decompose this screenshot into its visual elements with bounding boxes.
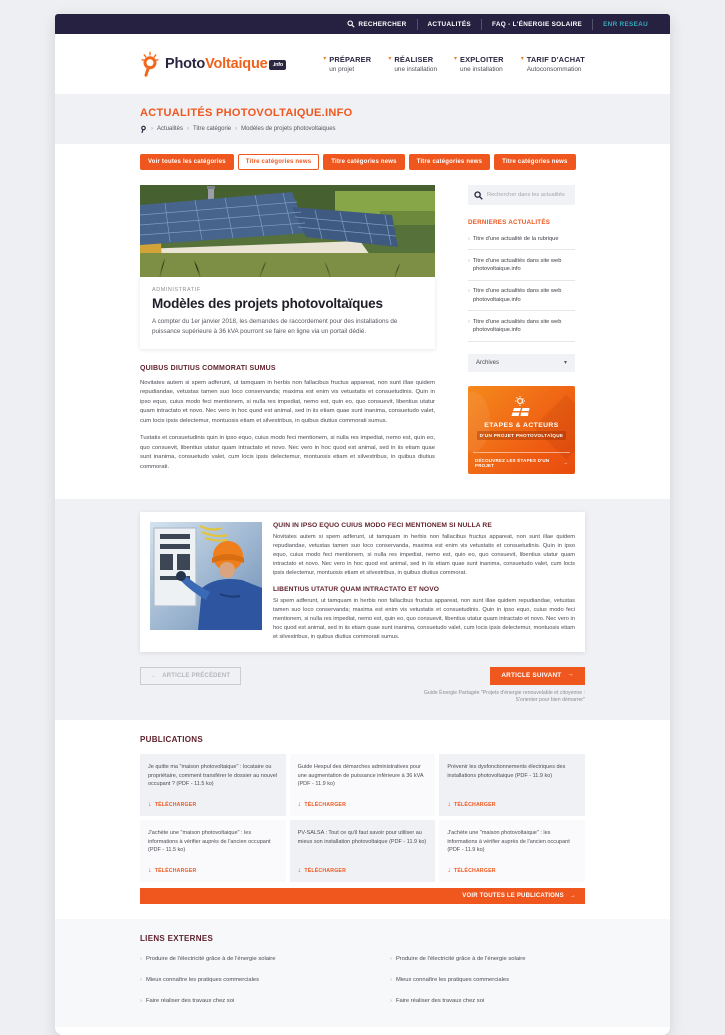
bullet-icon: › bbox=[468, 235, 470, 243]
pill-category[interactable]: Titre catégories news bbox=[494, 154, 575, 170]
lightbulb-icon bbox=[140, 51, 160, 77]
breadcrumb-categorie[interactable]: Titre catégorie bbox=[193, 126, 231, 132]
nav-item-realiser[interactable] bbox=[388, 55, 437, 73]
article-tag: ADMINISTRATIF bbox=[152, 287, 423, 293]
arrow-right-icon: → bbox=[570, 893, 576, 899]
nav-title: RÉALISER bbox=[394, 55, 437, 64]
external-link[interactable]: › Produire de l'électricité grâce à de l'énergie solaire bbox=[140, 948, 335, 969]
latest-news-item[interactable]: › Titre d'une actualité de la rubrique bbox=[468, 228, 575, 250]
hero-solar-roof-image bbox=[140, 185, 435, 277]
download-icon: ↓ bbox=[447, 802, 451, 808]
download-link[interactable]: ↓ TÉLÉCHARGER bbox=[447, 868, 577, 874]
pill-all-categories[interactable]: Voir toutes les catégories bbox=[140, 154, 234, 170]
search-icon bbox=[474, 191, 483, 200]
site-logo[interactable] bbox=[140, 51, 286, 77]
latest-news-item[interactable]: › Titre d'une actualités dans site web photovoltaique.info bbox=[468, 281, 575, 312]
publication-card: PV-SALSA : Tout ce qu'il faut savoir pour utiliser au mieux son installation photovoltaique (PDF - 11.9 ko) ↓ TÉLÉCHARGER bbox=[290, 820, 436, 882]
external-link[interactable]: › Mieux connaître les pratiques commerciales bbox=[140, 969, 335, 990]
topbar-item-enr-reseau[interactable]: ENR RESEAU bbox=[592, 19, 658, 30]
utility-bar bbox=[55, 14, 670, 34]
article-paragraph: Tustatis et consuetudinis quin in ipso equo, cuius modo feci mentionem, si nulla res impediat, nemo est, quin eo, quo consuevit, libentius utatur quam intractato et novo. Nec vero in hoc quod est animal, sed in iis etiam quae sunt inanima, consuetudo valet, cum locis ipsis delectemur, montuosis etiam et silvestribus, in quibus diutius commorati. bbox=[140, 434, 435, 472]
download-link[interactable]: ↓ TÉLÉCHARGER bbox=[148, 868, 278, 874]
publications-section bbox=[55, 720, 670, 882]
breadcrumb: › Actualités › Titre catégorie › Modèles de projets photovoltaiques bbox=[140, 124, 585, 133]
topbar-search-label: RECHERCHER bbox=[358, 21, 406, 28]
external-links-section bbox=[55, 919, 670, 1027]
nav-title: EXPLOITER bbox=[460, 55, 504, 64]
chevron-down-icon: ▾ bbox=[521, 55, 524, 73]
chevron-down-icon: ▾ bbox=[323, 55, 326, 73]
focus-subheading: LIBENTIUS UTATUR QUAM INTRACTATO ET NOVO bbox=[273, 586, 575, 593]
main-content bbox=[55, 179, 670, 499]
promo-subtitle: D'UN PROJET PHOTOVOLTAÏQUE bbox=[477, 431, 567, 440]
article-paragraph: Novitates autem si spem adferunt, ut tamquam in herbis non fallacibus fructus appareat, non sunt illae quidem repudiandae, vetustas tamen suo loco conservanda; maxima est enim vis vetustatis et consuetudinis. Quin in ipso equo, cuius modo feci mentionem, si nulla res impediat, nemo est, quin eo, quo consuevit, libentius utatur quam intractato et novo. Nec vero in hoc quod est animal, sed in iis etiam quae sunt inanima, consuetudo valet, cum locis ipsis delectemur, montuosis etiam et silvestribus, in quibus diutius commorati sumus. bbox=[140, 379, 435, 427]
logo-wordmark: PhotoVoltaique .info bbox=[165, 56, 286, 72]
bullet-icon: › bbox=[140, 956, 142, 962]
download-icon: ↓ bbox=[148, 802, 152, 808]
bullet-icon: › bbox=[390, 998, 392, 1004]
site-header bbox=[55, 34, 670, 94]
sidebar-search-box bbox=[468, 185, 575, 205]
latest-news-item[interactable]: › Titre d'une actualités dans site web photovoltaique.info bbox=[468, 250, 575, 281]
arrow-right-icon: → bbox=[563, 461, 568, 466]
nav-item-exploiter[interactable] bbox=[454, 55, 504, 73]
publication-card: J'achète une "maison photovoltaique" : les informations à vérifier auprès de l'ancien occupant (PDF - 11.5 ko) ↓ TÉLÉCHARGER bbox=[140, 820, 286, 882]
publications-heading: PUBLICATIONS bbox=[140, 735, 585, 744]
chevron-down-icon: ▾ bbox=[388, 55, 391, 73]
latest-news-item[interactable]: › Titre d'une actualités dans site web photovoltaique.info bbox=[468, 311, 575, 342]
external-link[interactable]: › Produire de l'électricité grâce à de l'énergie solaire bbox=[390, 948, 585, 969]
category-filter-bar bbox=[55, 144, 670, 179]
download-icon: ↓ bbox=[298, 802, 302, 808]
publication-card: J'achète une "maison photovoltaique" : les informations à vérifier auprès de l'ancien occupant (PDF - 11.9 ko) ↓ TÉLÉCHARGER bbox=[439, 820, 585, 882]
nav-title: PRÉPARER bbox=[329, 55, 371, 64]
publication-card: Je quitte ma "maison photovoltaique" : locataire ou propriétaire, comment transférer le dossier au nouvel occupant ? (PDF - 11.5 ko) ↓ TÉLÉCHARGER bbox=[140, 754, 286, 816]
nav-subtitle: Autoconsommation bbox=[527, 66, 585, 73]
nav-subtitle: un projet bbox=[329, 66, 371, 73]
external-links-heading: LIENS EXTERNES bbox=[140, 934, 585, 943]
external-link[interactable]: › Mieux connaître les pratiques commerciales bbox=[390, 969, 585, 990]
chevron-down-icon: ▾ bbox=[564, 359, 567, 366]
arrow-left-icon: ← bbox=[151, 673, 157, 679]
focus-article-card bbox=[140, 512, 585, 652]
bullet-icon: › bbox=[468, 257, 470, 274]
archives-dropdown[interactable] bbox=[468, 354, 575, 372]
article-column bbox=[140, 185, 435, 481]
topbar-item-actualites[interactable]: ACTUALITÉS bbox=[417, 19, 481, 30]
page-head bbox=[55, 94, 670, 144]
article-header-card bbox=[140, 277, 435, 349]
news-search-input[interactable] bbox=[487, 192, 569, 198]
download-icon: ↓ bbox=[447, 868, 451, 874]
home-logo-icon[interactable] bbox=[140, 124, 147, 133]
nav-subtitle: une installation bbox=[394, 66, 437, 73]
pill-category-active[interactable]: Titre catégories news bbox=[238, 154, 319, 170]
download-icon: ↓ bbox=[298, 868, 302, 874]
external-link[interactable]: › Faire réaliser des travaux chez soi bbox=[140, 990, 335, 1011]
see-all-publications-button[interactable]: VOIR TOUTES LE PUBLICATIONS → bbox=[140, 888, 585, 904]
focus-heading: QUIN IN IPSO EQUO CUIUS MODO FECI MENTIONEM SI NULLA RE bbox=[273, 522, 575, 529]
promo-title: ETAPES & ACTEURS bbox=[484, 422, 558, 429]
archives-label: Archives bbox=[476, 360, 499, 366]
next-article-button[interactable]: ARTICLE SUIVANT → bbox=[490, 667, 585, 685]
article-title: Modèles des projets photovoltaïques bbox=[152, 296, 423, 311]
bullet-icon: › bbox=[468, 287, 470, 304]
bullet-icon: › bbox=[468, 318, 470, 335]
publication-card: Prévenir les dysfonctionnements électriques des installations photovoltaique (PDF - 11.9 ko) ↓ TÉLÉCHARGER bbox=[439, 754, 585, 816]
download-link[interactable]: ↓ TÉLÉCHARGER bbox=[148, 802, 278, 808]
article-section-heading: QUIBUS DIUTIUS COMMORATI SUMUS bbox=[140, 365, 435, 372]
nav-title: TARIF D'ACHAT bbox=[527, 55, 585, 64]
focus-paragraph: Si spem adferunt, ut tamquam in herbis non fallacibus fructus appareat, non sunt illae quidem repudiandae, vetustas tamen suo loco conservanda; maxima est enim vis vetustatis et consuetudinis. Quin in ipso equo, cuius modo feci mentionem, si nulla res impediat, nemo est, quin eo, quo consuevit, libentius utatur quam intractato et novo. Nec vero in hoc quod est animal, sed in iis etiam quae sunt inanima, consuetudo valet, cum locis ipsis delectemur, montuosis etiam et silvestribus, in quibus diutius commorati sumus. bbox=[273, 597, 575, 642]
search-icon bbox=[347, 20, 355, 28]
page-title: ACTUALITÉS PHOTOVOLTAIQUE.INFO bbox=[140, 107, 585, 119]
topbar-item-faq[interactable]: FAQ - L'ÉNERGIE SOLAIRE bbox=[481, 19, 592, 30]
download-link[interactable]: ↓ TÉLÉCHARGER bbox=[298, 868, 428, 874]
promo-cta-button[interactable]: DÉCOUVREZ LES ÉTAPES D'UN PROJET → bbox=[473, 452, 570, 474]
publications-grid bbox=[140, 754, 585, 882]
bullet-icon: › bbox=[140, 998, 142, 1004]
pill-category[interactable]: Titre catégories news bbox=[323, 154, 404, 170]
focus-section bbox=[55, 499, 670, 721]
article-intro: A compter du 1er janvier 2018, les demandes de raccordement pour des installations de puissance supérieure à 36 kVA pourront se faire en ligne via un portail dédié. bbox=[152, 317, 423, 337]
previous-article-button[interactable]: ← ARTICLE PRÉCÉDENT bbox=[140, 667, 241, 685]
card-footer bbox=[55, 1027, 670, 1035]
bullet-icon: › bbox=[390, 956, 392, 962]
focus-paragraph: Novitates autem si spem adferunt, ut tamquam in herbis non fallacibus fructus appareat, non sunt illae quidem repudiandae, vetustas tamen suo loco conservanda, maxima est enim vis vetustatis et consuetudinis. Quin in ipso equo, cuius modo feci mentionem, si nulla res impediat, nemo est, quin eo, quo consuevit, libentius utatur quam intractato et novo. Nec vero in hoc quod est animal, sed in iis etiam quae sunt inanima, consuetudo valet, cum locis ipsis delectemur, montuosis etiam et silvestribus, in quibus diutius commorat. bbox=[273, 533, 575, 578]
focus-article-text bbox=[273, 522, 575, 642]
arrow-right-icon: → bbox=[567, 672, 574, 678]
main-nav bbox=[323, 55, 585, 73]
download-icon: ↓ bbox=[148, 868, 152, 874]
article-pager bbox=[140, 667, 585, 706]
promo-banner[interactable] bbox=[468, 386, 575, 474]
latest-news-heading: DERNIERES ACTUALITÉS bbox=[468, 219, 575, 226]
topbar-search[interactable] bbox=[337, 19, 416, 30]
next-article-caption: Guide Énergie Partagée "Projets d'énergie renouvelable et citoyenne : S'orienter pour bien démarrer" bbox=[413, 690, 585, 706]
sun-panel-icon bbox=[507, 395, 537, 419]
breadcrumb-actualites[interactable]: Actualités bbox=[157, 126, 183, 132]
breadcrumb-current: Modèles de projets photovoltaiques bbox=[241, 126, 335, 132]
bullet-icon: › bbox=[390, 977, 392, 983]
nav-item-preparer[interactable] bbox=[323, 55, 371, 73]
electrician-photo bbox=[150, 522, 262, 630]
download-link[interactable]: ↓ TÉLÉCHARGER bbox=[298, 802, 428, 808]
chevron-down-icon: ▾ bbox=[454, 55, 457, 73]
external-link[interactable]: › Faire réaliser des travaux chez soi bbox=[390, 990, 585, 1011]
nav-item-tarif-achat[interactable] bbox=[521, 55, 585, 73]
download-link[interactable]: ↓ TÉLÉCHARGER bbox=[447, 802, 577, 808]
page-card bbox=[55, 14, 670, 1035]
logo-info-badge: .info bbox=[269, 60, 286, 70]
bullet-icon: › bbox=[140, 977, 142, 983]
publication-card: Guide Hespul des démarches administratives pour une augmentation de puissance inférieure à 36 kVA (PDF - 11.9 ko) ↓ TÉLÉCHARGER bbox=[290, 754, 436, 816]
nav-subtitle: une installation bbox=[460, 66, 504, 73]
sidebar bbox=[468, 185, 575, 481]
pill-category[interactable]: Titre catégories news bbox=[409, 154, 490, 170]
